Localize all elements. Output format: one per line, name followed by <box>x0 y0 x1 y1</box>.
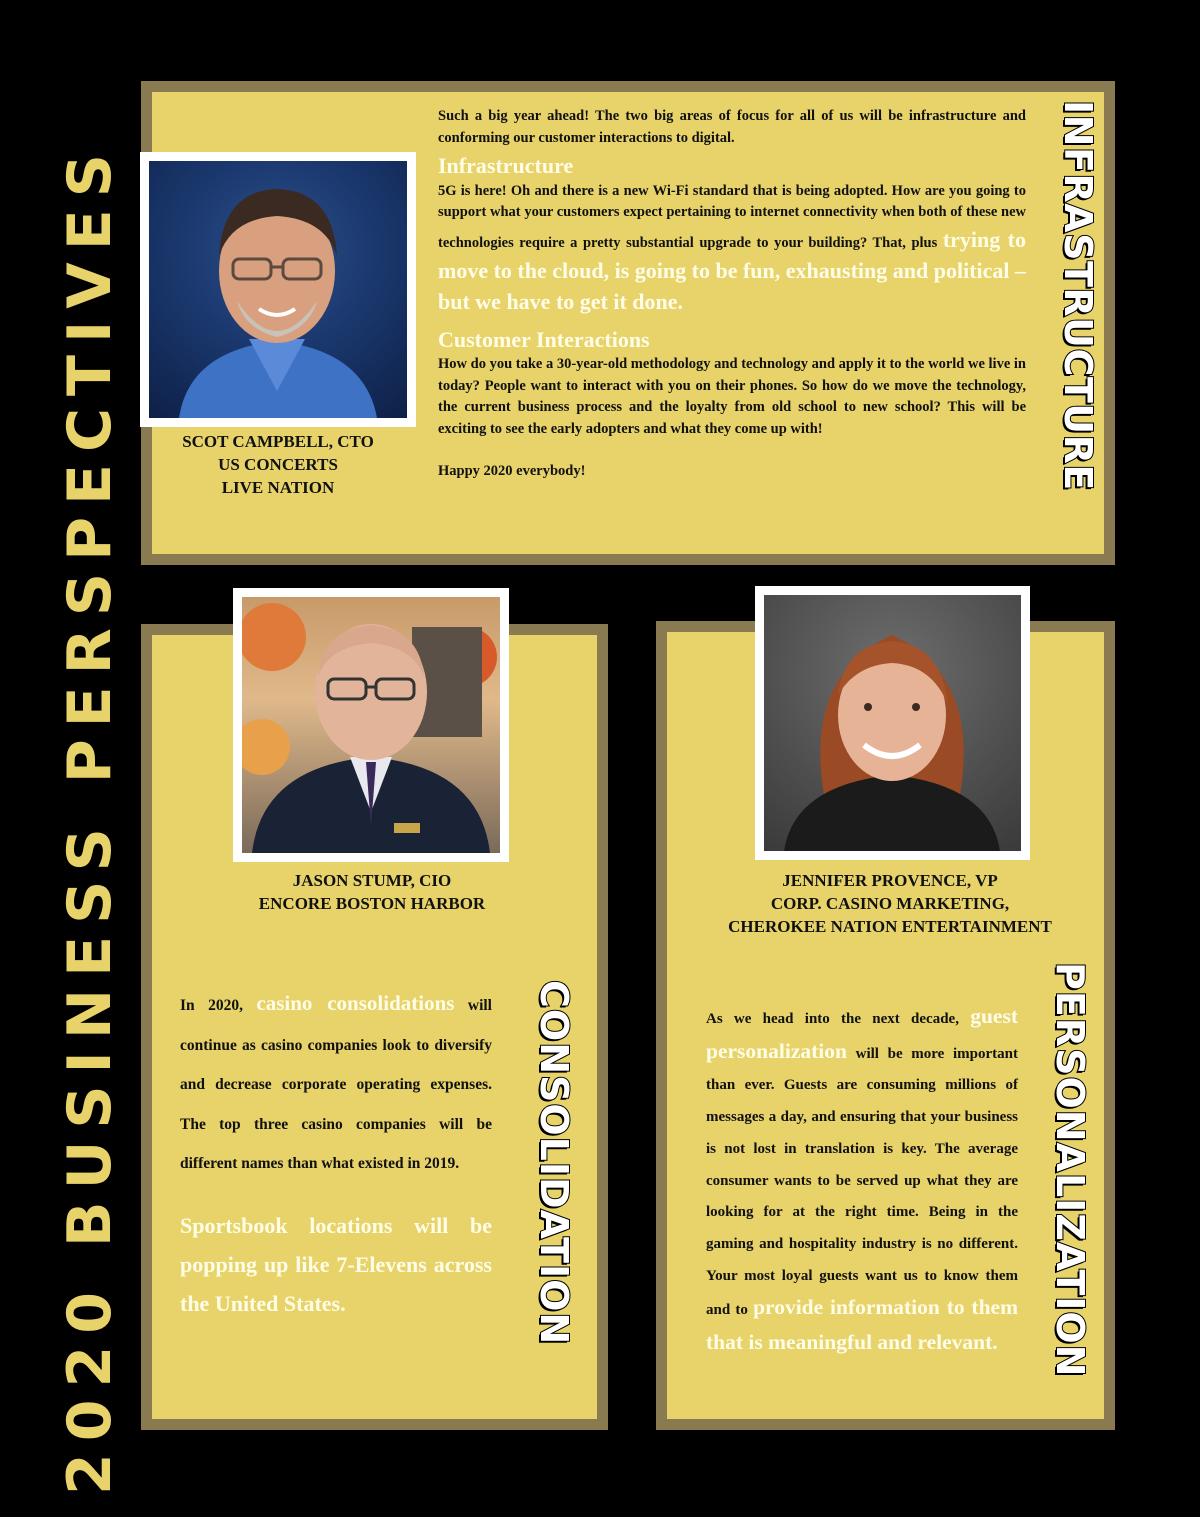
caption-line: SCOT CAMPBELL, CTO <box>182 432 374 451</box>
caption-line: JENNIFER PROVENCE, VP <box>782 871 998 890</box>
highlight-text: guest personalization <box>706 1004 1018 1063</box>
infrastructure-heading: Infrastructure <box>438 153 574 178</box>
caption-line: JASON STUMP, CIO <box>292 871 452 890</box>
jennifer-provence-photo <box>755 586 1030 860</box>
consolidation-paragraph <box>180 984 492 1184</box>
portrait-illustration <box>149 161 407 418</box>
highlight-text: provide information to them that is meaningful and relevant. <box>706 1295 1018 1355</box>
caption-line: CHEROKEE NATION ENTERTAINMENT <box>728 917 1052 936</box>
consolidation-text <box>180 984 492 1323</box>
personalization-label: PERSONALIZATION <box>1048 962 1092 1378</box>
scot-campbell-photo <box>140 152 416 427</box>
personalization-text <box>706 1001 1018 1362</box>
intro-paragraph: Such a big year ahead! The two big areas of focus for all of us will be infrastructure and conforming our customer interactions to digital. <box>438 108 1026 146</box>
caption-line: CORP. CASINO MARKETING, <box>770 894 1010 913</box>
paragraph-text: will be more important than ever. Guests are consuming millions of messages a day, and ensuring that your business is not lost in translation is key. The average consumer wants to be served up what they are looking for at the right time. Being in the gaming and hospitality industry is no different. Your most loyal guests want us to know them and to <box>706 1045 1018 1319</box>
portrait-illustration <box>764 595 1021 851</box>
consolidation-label: CONSOLIDATION <box>532 980 576 1346</box>
customer-interactions-paragraph: How do you take a 30-year-old methodology and technology and apply it to the world we live in today? People want to interact with you on their phones. So how do we move the technology, the current business process and the loyalty from old school to new school? This will be exciting to see the early adopters and what they come up with! <box>438 356 1026 437</box>
paragraph-text: In 2020, <box>180 997 257 1014</box>
customer-interactions-heading: Customer Interactions <box>438 326 650 352</box>
infrastructure-text <box>438 106 1026 483</box>
highlight-text: casino consolidations <box>256 991 455 1015</box>
caption-line: ENCORE BOSTON HARBOR <box>258 894 486 913</box>
scot-campbell-caption <box>152 430 404 499</box>
closing-line: Happy 2020 everybody! <box>438 463 586 479</box>
jennifer-provence-caption <box>680 869 1100 938</box>
paragraph-text: As we head into the next decade, <box>706 1011 971 1027</box>
jason-stump-caption <box>152 869 592 915</box>
paragraph-text: 5G is here! Oh and there is a new Wi-Fi standard that is being adopted. How are you going to support what your customers expect pertaining to internet connectivity when both of these new technologies require a pretty substantial upgrade to your building? That, plus <box>438 182 1026 251</box>
side-title: 2020 BUSINESS PERSPECTIVES <box>55 142 125 1495</box>
sportsbook-highlight: Sportsbook locations will be popping up like 7-Elevens across the United States. <box>180 1212 492 1316</box>
caption-line: US CONCERTS <box>218 455 338 474</box>
caption-line: LIVE NATION <box>221 478 335 497</box>
highlight-text: trying to move to the cloud, is going to be fun, exhausting and political – but we have to get it done. <box>438 226 1026 314</box>
infrastructure-label: INFRASTRUCTURE <box>1056 100 1100 491</box>
portrait-illustration <box>242 597 500 853</box>
jason-stump-photo <box>233 588 509 862</box>
personalization-paragraph <box>706 1001 1018 1362</box>
paragraph-text: will continue as casino companies look to diversify and decrease corporate operating expenses. The top three casino companies will be different names than what existed in 2019. <box>180 997 492 1172</box>
infrastructure-paragraph <box>438 181 1026 317</box>
